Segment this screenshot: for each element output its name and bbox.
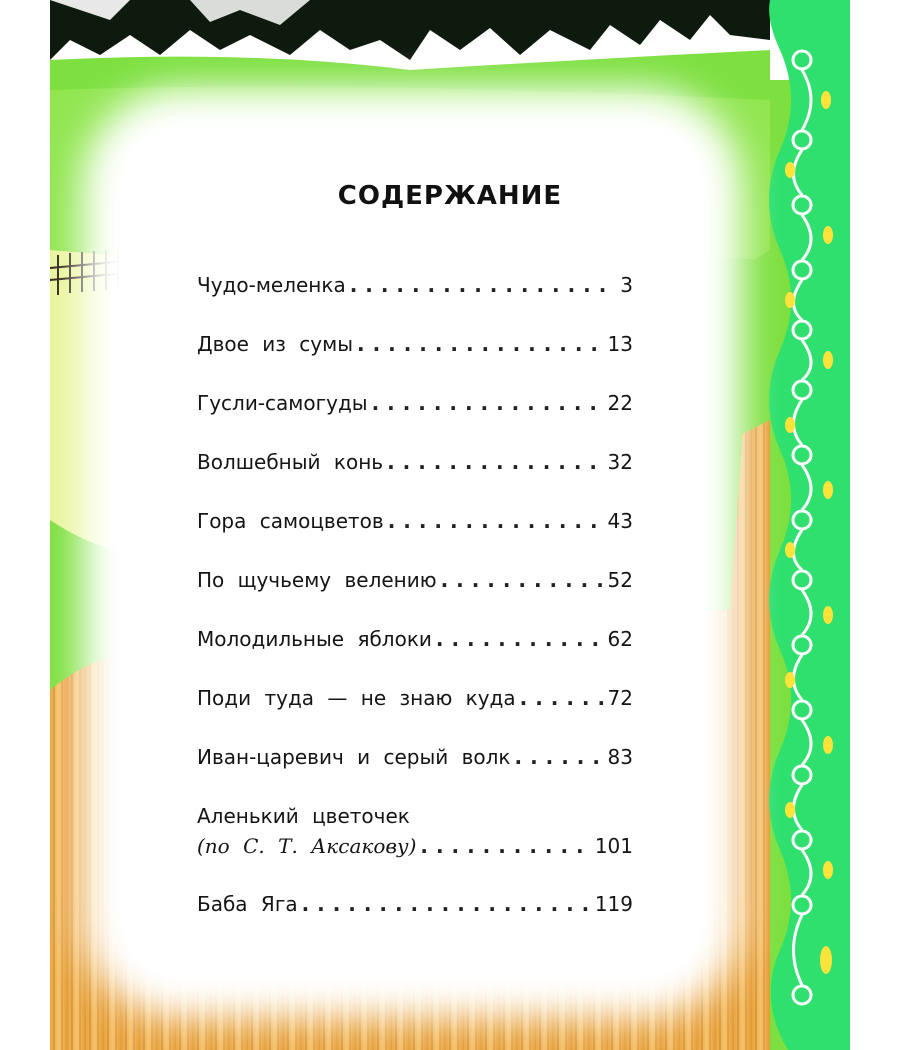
toc-entry-page: 72 xyxy=(607,686,633,710)
toc-entry-title: Чудо-меленка xyxy=(197,273,346,297)
toc-entry-title: Гусли-самогуды xyxy=(197,391,368,415)
toc-entry-title: Иван-царевич и серый волк xyxy=(197,745,511,769)
toc-entry-page: 52 xyxy=(607,568,633,592)
toc-entry-title: Молодильные яблоки xyxy=(197,627,432,651)
toc-entry-page: 43 xyxy=(607,509,633,533)
toc-entry xyxy=(197,624,633,654)
toc-leader-dots xyxy=(387,447,603,477)
toc-entry-title: Баба Яга xyxy=(197,892,298,916)
toc-leader-dots xyxy=(302,889,591,919)
toc-entry-page: 13 xyxy=(607,332,633,356)
toc-leader-dots xyxy=(520,683,604,713)
toc-entry-title: Гора самоцветов xyxy=(197,509,384,533)
toc-leader-dots xyxy=(372,388,604,418)
toc-entry xyxy=(197,565,633,595)
toc-leader-dots xyxy=(357,329,604,359)
toc-entry-page: 22 xyxy=(607,391,633,415)
toc-leader-dots xyxy=(420,831,590,861)
toc-entry xyxy=(197,270,633,300)
toc-leader-dots xyxy=(350,270,617,300)
toc-leader-dots xyxy=(436,624,604,654)
toc-entry xyxy=(197,742,633,772)
toc-entry-subtitle: (по С. Т. Аксакову) xyxy=(197,834,417,858)
toc-entry xyxy=(197,506,633,536)
toc-entry xyxy=(197,889,633,919)
toc-entry-page: 62 xyxy=(607,627,633,651)
toc-entry-title: Поди туда — не знаю куда xyxy=(197,686,516,710)
toc-entry-title: По щучьему велению xyxy=(197,568,437,592)
toc-entry-title: Волшебный конь xyxy=(197,450,384,474)
toc-entry-page: 3 xyxy=(620,273,633,297)
toc-leader-dots xyxy=(388,506,604,536)
toc-entry xyxy=(197,801,633,861)
toc-entry xyxy=(197,447,633,477)
toc-entry-title: Аленький цветочек xyxy=(197,804,410,828)
toc-entry-page: 119 xyxy=(594,892,633,916)
toc-entry xyxy=(197,683,633,713)
toc-entry-title: Двое из сумы xyxy=(197,332,354,356)
toc-entry-page: 32 xyxy=(607,450,633,474)
toc-leader-dots xyxy=(515,742,604,772)
page-title: СОДЕРЖАНИЕ xyxy=(337,181,563,211)
toc-entry-page: 83 xyxy=(607,745,633,769)
toc-entry-page: 101 xyxy=(594,834,633,858)
toc-leader-dots xyxy=(441,565,604,595)
toc-entry xyxy=(197,329,633,359)
toc-entry xyxy=(197,388,633,418)
